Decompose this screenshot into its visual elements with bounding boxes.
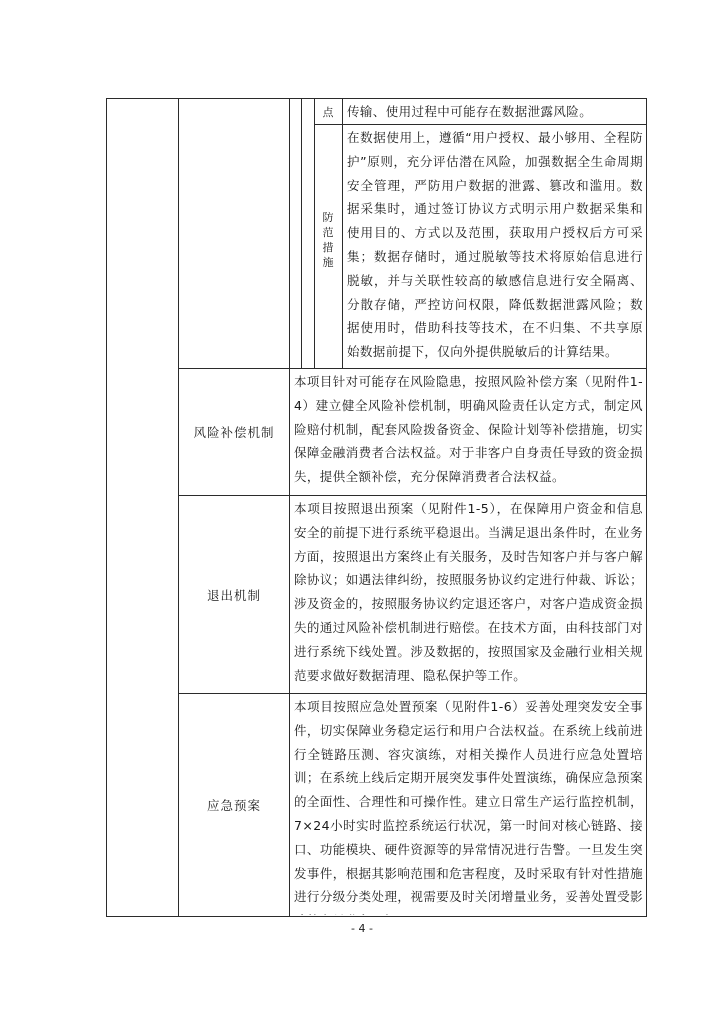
point-text: 传输、使用过程中可能存在数据泄露风险。: [347, 104, 593, 119]
table-border-bottom: [106, 916, 647, 917]
table-border-left: [106, 98, 107, 917]
table-border-col5: [314, 98, 315, 368]
prevent-text: 在数据使用上，遵循“用户授权、最小够用、全程防护”原则，充分评估潜在风险，加强数据全生命周期安全管理，严防用户数据的泄露、篡改和滥用。数据采集时，通过签订协议方式明示用户数据采集和使用目的、方式以及范围，获取用户授权后方可采集；数据存储时，通过脱敏等技术将原始信息进行脱敏，并与关联性较高的敏感信息进行安全隔离、分散存储，严控访问权限，降低数据泄露风险；数据使用时，借助科技等技术，在不归集、不共享原始数据前提下，仅向外提供脱敏后的计算结果。: [347, 130, 643, 360]
exit-text: 本项目按照退出预案（见附件1-5），在保障用户资金和信息安全的前提下进行系统平稳退出。当满足退出条件时，在业务方面，按照退出方案终止有关服务，及时告知客户并与客户解除协议；如遇法律纠纷，按照服务协议约定进行仲裁、诉讼；涉及资金的，按照服务协议约定退还客户，对客户造成资金损失的通过风险补偿机制进行赔偿。在技术方面，由科技部门对进行系统下线处置。涉及数据的，按照国家及金融行业相关规范要求做好数据清理、隐私保护等工作。: [294, 501, 643, 683]
table-border-top: [106, 98, 647, 99]
point-label: 点: [322, 105, 335, 119]
table-border-col4: [301, 98, 302, 368]
emergency-text: 本项目按照应急处置预案（见附件1-6）妥善处理突发安全事件，切实保障业务稳定运行和用户合法权益。在系统上线前进行全链路压测、容灾演练，对相关操作人员进行应急处置培训；在系统上线后定期开展突发事件处置演练，确保应急预案的全面性、合理性和可操作性。建立日常生产运行监控机制，7×24小时实时监控系统运行状况，第一时间对核心链路、接口、功能模块、硬件资源等的异常情况进行告警。一旦发生突发事件，根据其影响范围和危害程度，及时采取有针对性措施进行分级分类处理，视需要及时关闭增量业务，妥善处置受影: [294, 699, 643, 905]
table-border-right: [646, 98, 647, 917]
table-border-col3: [289, 98, 290, 917]
compensation-text: 本项目针对可能存在风险隐患，按照风险补偿方案（见附件1-4）建立健全风险补偿机制，明确风险责任认定方式，制定风险赔付机制，配套风险拨备资金、保险计划等补偿措施，切实保障金融消费者合法权益。对于非客户自身责任导致的资金损失，提供全额补偿，充分保障消费者合法权益。: [294, 374, 643, 485]
prevent-label: 防范措施: [322, 211, 334, 269]
exit-label: 退出机制: [206, 587, 261, 603]
page-number: - 4 -: [351, 922, 373, 935]
compensation-label: 风险补偿机制: [193, 425, 275, 440]
table-border-col6: [342, 98, 343, 368]
row-divider-1: [314, 124, 647, 125]
emergency-label: 应急预案: [206, 798, 261, 813]
